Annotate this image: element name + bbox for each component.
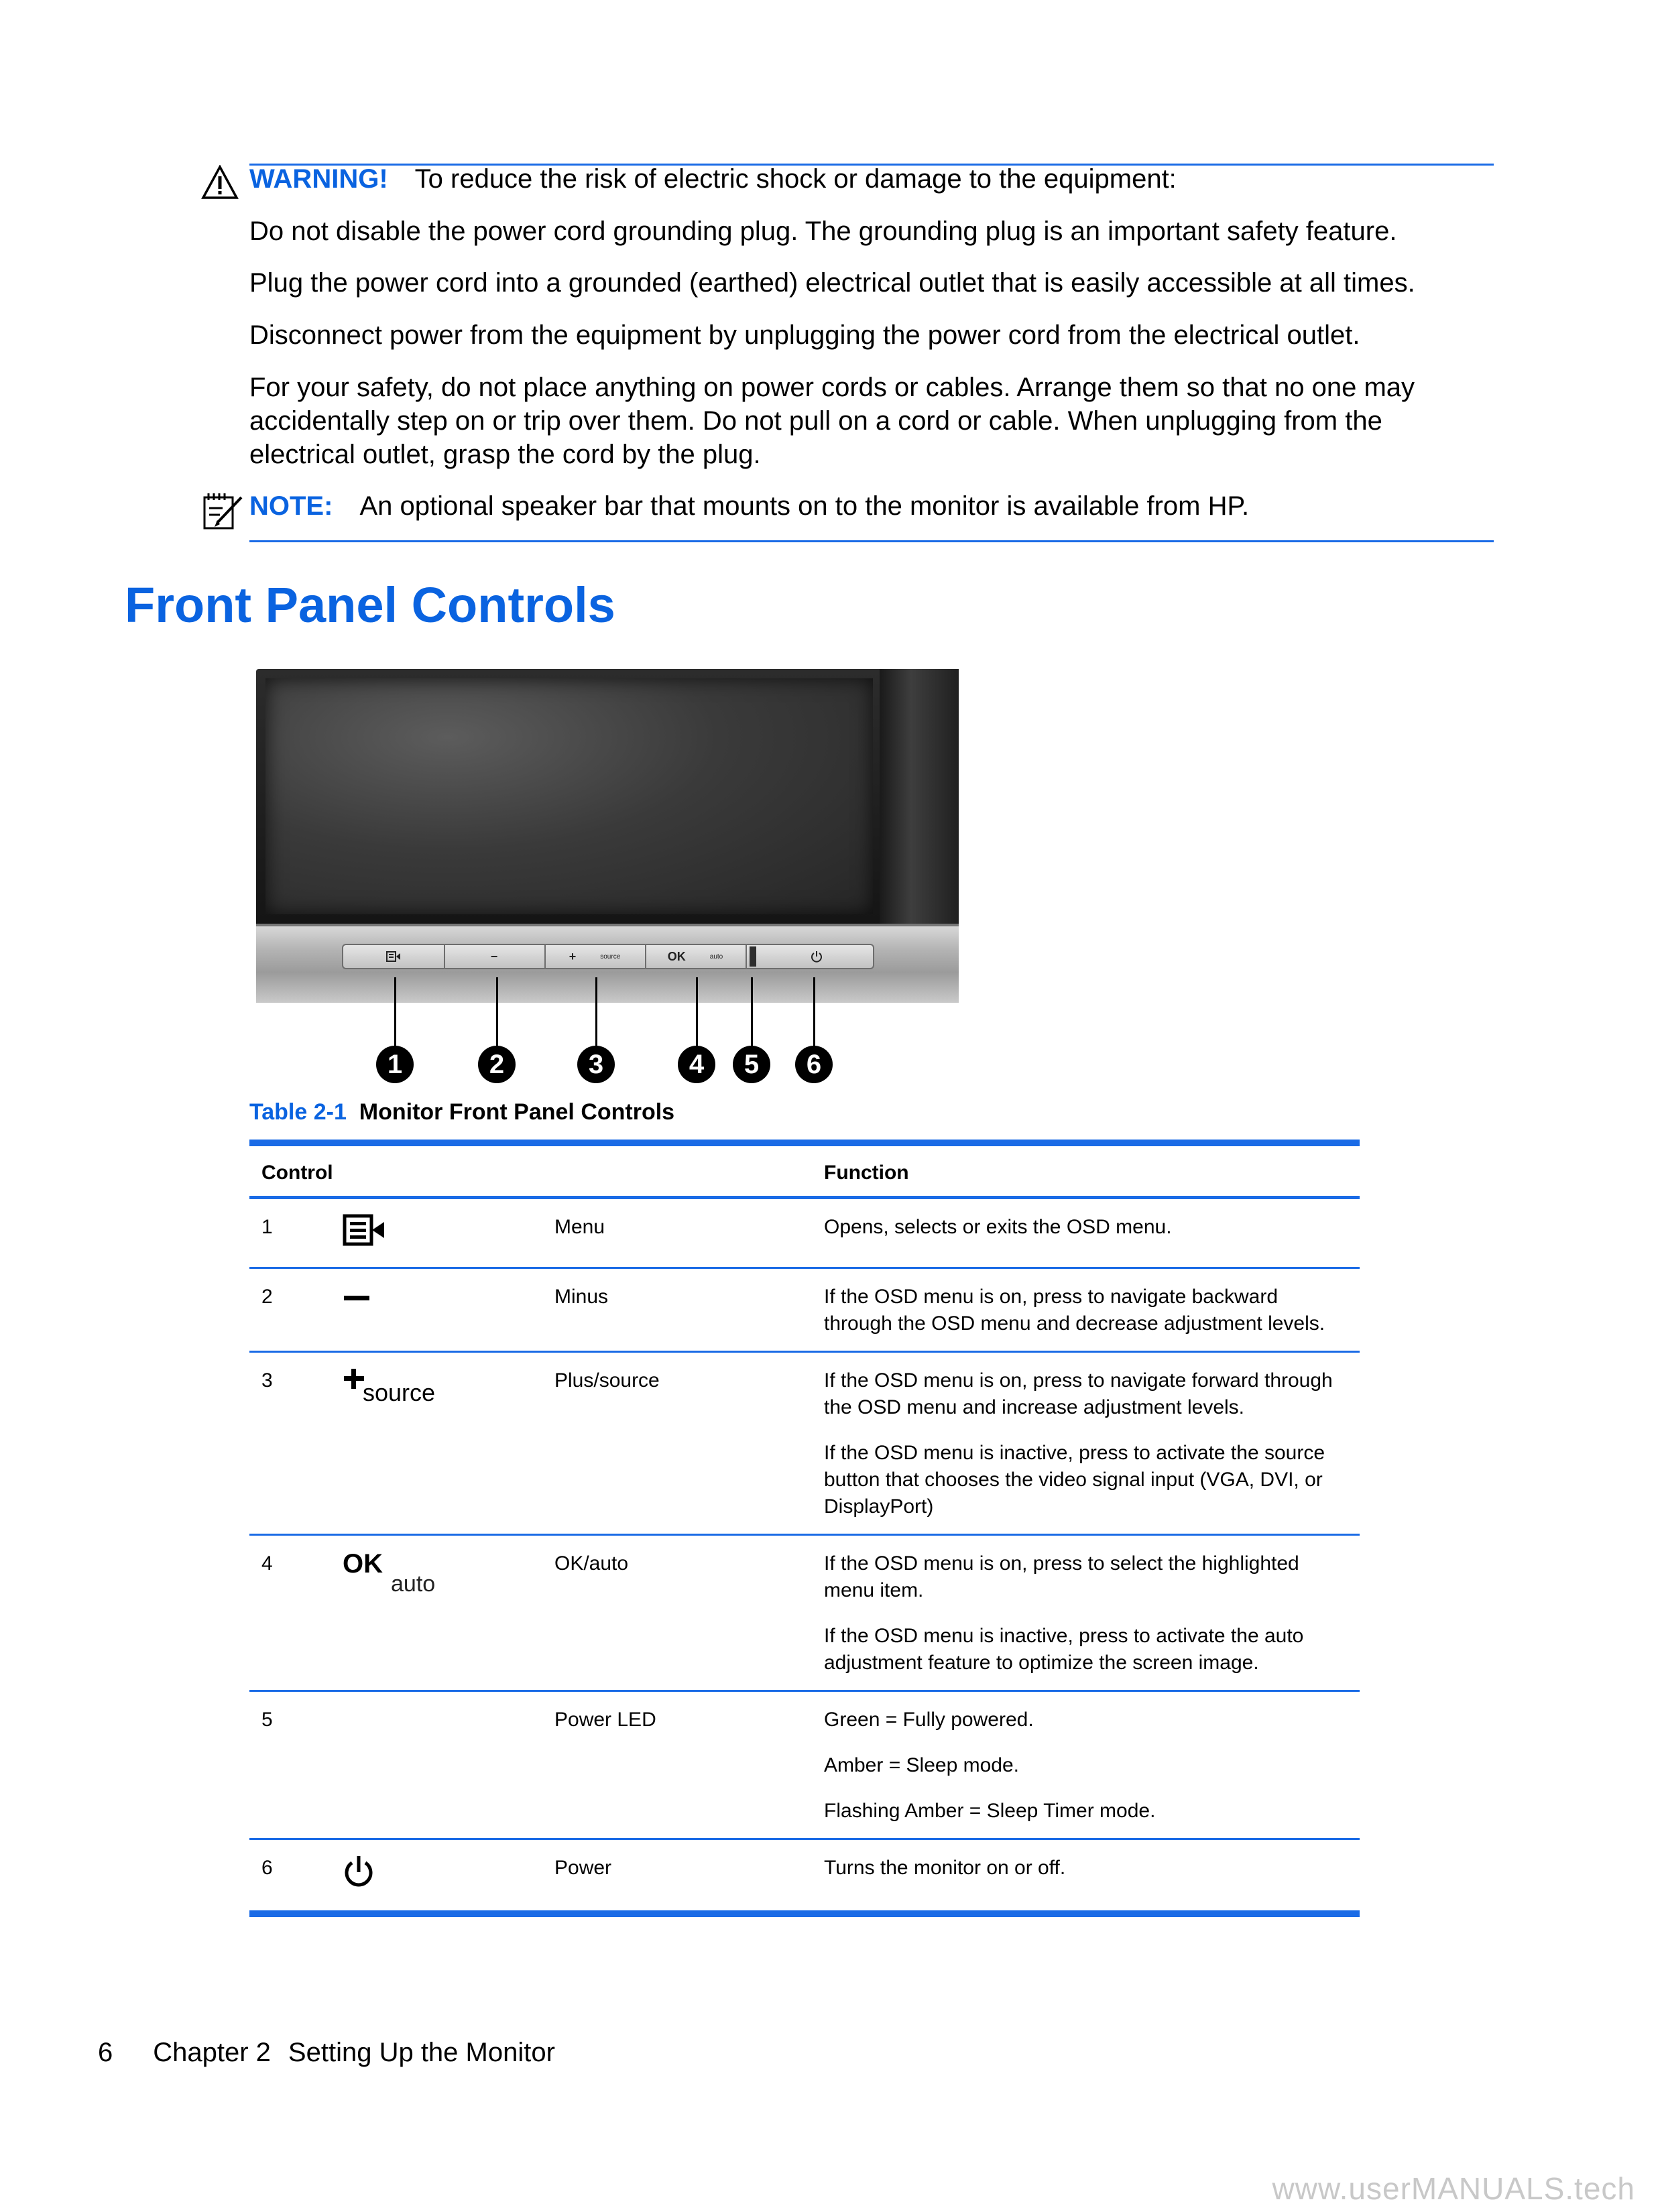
row-control-name: Minus <box>554 1286 609 1308</box>
power-icon <box>343 1855 375 1897</box>
warning-item-3: Disconnect power from the equipment by unplugging the power cord from the electrical outlet. <box>249 320 1360 350</box>
row-number: 6 <box>261 1857 273 1879</box>
hw-ok-button <box>645 945 747 968</box>
table-caption <box>249 1099 674 1125</box>
callout-3: 3 <box>577 1046 615 1083</box>
plus-source-icon <box>343 1367 438 1406</box>
row-number: 4 <box>261 1552 273 1575</box>
button-strip <box>342 944 874 969</box>
warning-item-1: Do not disable the power cord grounding plug. The grounding plug is an important safety feature. <box>249 217 1397 246</box>
hw-power-led <box>750 946 756 967</box>
hw-plus-button <box>544 945 646 968</box>
hw-ok-label: OK <box>667 949 686 963</box>
footer-chapter-title: Setting Up the Monitor <box>288 2038 555 2067</box>
row-function <box>812 1268 1360 1352</box>
warning-lead: To reduce the risk of electric shock or damage to the equipment: <box>414 164 1177 194</box>
row-number: 5 <box>261 1709 273 1731</box>
row-function <box>812 1691 1360 1839</box>
row-control-name: Plus/source <box>554 1369 660 1392</box>
menu-icon <box>343 1214 385 1253</box>
power-icon <box>811 950 823 963</box>
footer-chapter: Chapter 2 <box>153 2038 271 2067</box>
table-row <box>249 1535 1360 1691</box>
table-row <box>249 1198 1360 1268</box>
monitor-side-edge <box>880 669 959 930</box>
function-text: If the OSD menu is inactive, press to activate the source button that chooses the video signal input (VGA, DVI, or DisplayPort) <box>824 1442 1325 1518</box>
function-text: Amber = Sleep mode. <box>824 1754 1019 1776</box>
ok-auto-icon <box>343 1549 436 1597</box>
ok-icon-text: OK <box>343 1549 383 1579</box>
hw-source-label: source <box>600 953 621 961</box>
row-function <box>812 1352 1360 1535</box>
leader-line-3 <box>595 977 597 1048</box>
warning-item-4: For your safety, do not place anything on power cords or cables. Arrange them so that no one may accidentally step on or trip over them. Do not pull on a cord or cable. When unplugging from the electrical outlet, grasp the cord by the plug. <box>249 373 1415 469</box>
hw-plus-label: + <box>569 949 577 963</box>
row-icon-cell <box>331 1352 542 1535</box>
function-text: Turns the monitor on or off. <box>824 1857 1066 1879</box>
row-function <box>812 1839 1360 1914</box>
note-text: An optional speaker bar that mounts on to the monitor is available from HP. <box>359 491 1250 521</box>
callout-1: 1 <box>376 1046 414 1083</box>
note-label: NOTE: <box>249 491 333 521</box>
row-number: 3 <box>261 1369 273 1392</box>
monitor-front-panel-illustration <box>256 669 959 1000</box>
row-control-name: Power <box>554 1857 612 1879</box>
leader-line-2 <box>496 977 498 1048</box>
function-text: If the OSD menu is on, press to select the highlighted menu item. <box>824 1552 1299 1601</box>
leader-line-5 <box>751 977 753 1048</box>
function-text: If the OSD menu is on, press to navigate forward through the OSD menu and increase adjustment levels. <box>824 1369 1333 1418</box>
hw-minus-label: − <box>490 949 498 963</box>
warning-lead-line <box>249 162 1494 196</box>
menu-icon <box>386 951 401 962</box>
callout-2: 2 <box>478 1046 516 1083</box>
header-control: Control <box>261 1162 333 1184</box>
row-control-name: Power LED <box>554 1709 656 1731</box>
function-text: If the OSD menu is inactive, press to activate the auto adjustment feature to optimize the screen image. <box>824 1625 1304 1674</box>
bottom-rule <box>249 540 1494 542</box>
table-row <box>249 1268 1360 1352</box>
section-title: Front Panel Controls <box>125 577 615 633</box>
hw-auto-label: auto <box>709 953 723 961</box>
page-number: 6 <box>98 2038 113 2067</box>
hw-minus-button <box>444 945 546 968</box>
source-icon-text: source <box>363 1379 436 1406</box>
note-line <box>249 489 1494 523</box>
minus-icon <box>343 1284 372 1318</box>
callout-5: 5 <box>733 1046 770 1083</box>
function-text: Flashing Amber = Sleep Timer mode. <box>824 1800 1156 1822</box>
row-icon-cell <box>331 1198 542 1268</box>
table-row <box>249 1691 1360 1839</box>
table-row <box>249 1839 1360 1914</box>
table-header-row <box>249 1143 1360 1198</box>
row-icon-cell <box>331 1535 542 1691</box>
header-function: Function <box>824 1162 909 1184</box>
auto-icon-text: auto <box>391 1571 436 1597</box>
row-function <box>812 1198 1360 1268</box>
front-panel-controls-table <box>249 1140 1360 1917</box>
function-text: Green = Fully powered. <box>824 1709 1034 1731</box>
row-control-name: OK/auto <box>554 1552 629 1575</box>
row-icon-cell <box>331 1839 542 1914</box>
page-footer <box>98 2038 555 2068</box>
callout-6: 6 <box>795 1046 833 1083</box>
monitor-body <box>256 669 959 930</box>
hw-menu-button <box>343 945 445 968</box>
table-title: Monitor Front Panel Controls <box>359 1099 675 1125</box>
leader-line-1 <box>394 977 396 1048</box>
warning-item-2: Plug the power cord into a grounded (earthed) electrical outlet that is easily accessible at all times. <box>249 268 1415 298</box>
note-icon <box>202 491 245 534</box>
row-control-name: Menu <box>554 1216 605 1238</box>
row-number: 1 <box>261 1216 273 1238</box>
function-text: Opens, selects or exits the OSD menu. <box>824 1216 1172 1238</box>
row-function <box>812 1535 1360 1691</box>
monitor-bezel <box>256 924 959 1003</box>
function-text: If the OSD menu is on, press to navigate backward through the OSD menu and decrease adjustment levels. <box>824 1286 1325 1335</box>
leader-line-6 <box>813 977 815 1048</box>
row-number: 2 <box>261 1286 273 1308</box>
warning-icon <box>201 165 239 203</box>
hw-power-button <box>760 945 873 968</box>
monitor-screen <box>265 678 873 914</box>
callout-4: 4 <box>678 1046 715 1083</box>
row-icon-cell <box>331 1691 542 1839</box>
table-number: Table 2-1 <box>249 1099 347 1125</box>
row-icon-cell <box>331 1268 542 1352</box>
watermark: www.userMANUALS.tech <box>1272 2171 1635 2206</box>
table-row <box>249 1352 1360 1535</box>
warning-label: WARNING! <box>249 164 388 194</box>
leader-line-4 <box>696 977 698 1048</box>
